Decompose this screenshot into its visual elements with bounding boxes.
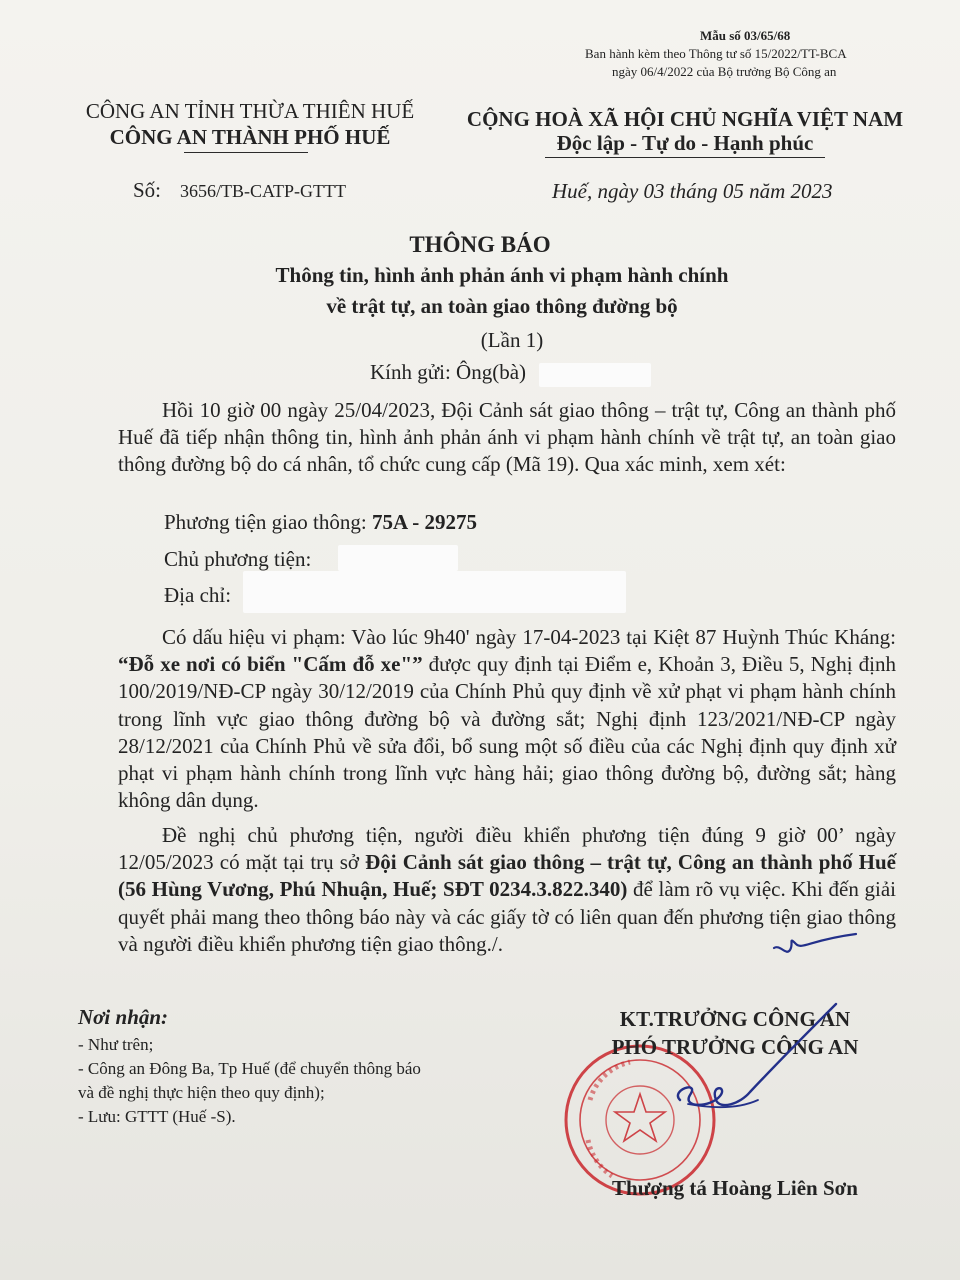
signature-title-2: PHÓ TRƯỞNG CÔNG AN <box>611 1035 859 1059</box>
form-issued-line2: ngày 06/4/2022 của Bộ trưởng Bộ Công an <box>612 64 837 79</box>
doc-number: 3656/TB-CATP-GTTT <box>180 181 346 201</box>
redacted-address <box>243 571 626 613</box>
recipient-4: - Lưu: GTTT (Huế -S). <box>78 1107 236 1126</box>
notice-round: (Lần 1) <box>480 328 544 352</box>
recipient-3: và đề nghị thực hiện theo quy định); <box>78 1083 325 1102</box>
agency-parent: CÔNG AN TỈNH THỪA THIÊN HUẾ <box>85 99 415 123</box>
vehicle-label: Phương tiện giao thông: <box>164 510 367 534</box>
notice-subtitle-1: Thông tin, hình ảnh phản ánh vi phạm hành chính <box>275 263 729 287</box>
notice-title: THÔNG BÁO <box>409 232 551 257</box>
form-code: Mẫu số 03/65/68 <box>700 28 791 43</box>
recipient-2: - Công an Đông Ba, Tp Huế (để chuyển thông báo <box>78 1059 421 1078</box>
nation-title: CỘNG HOÀ XÃ HỘI CHỦ NGHĨA VIỆT NAM <box>466 107 904 131</box>
address-label: Địa chỉ: <box>164 583 232 607</box>
addressee-label: Kính gửi: Ông(bà) <box>370 360 527 384</box>
recipients-title: Nơi nhận: <box>78 1005 169 1029</box>
form-issued-line1: Ban hành kèm theo Thông tư số 15/2022/TT-BCA <box>585 46 847 61</box>
violation-name: “Đỗ xe nơi có biển "Cấm đỗ xe"” <box>118 652 423 677</box>
motto-underline <box>545 157 825 158</box>
recipient-1: - Như trên; <box>78 1035 154 1054</box>
handwritten-signature-icon <box>640 1000 840 1130</box>
paragraph-3-start: Đề nghị chủ phương tiện, người điều khiển phương tiện đúng 9 giờ 00’ ngày 12/05/2023 có mặt tại trụ sở <box>118 823 896 875</box>
agency-name: CÔNG AN THÀNH PHỐ HUẾ <box>109 125 391 149</box>
vehicle-row <box>164 510 477 535</box>
paragraph-2 <box>118 624 896 814</box>
place-date: Huế, ngày 03 tháng 05 năm 2023 <box>552 179 833 203</box>
agency-underline <box>184 152 308 153</box>
paragraph-3-end: để làm rõ vụ việc. Khi đến giải quyết phải mang theo thông báo này và các giấy tờ có liên quan đến phương tiện giao thông và người điều khiển phương tiện giao thông./. <box>118 877 896 956</box>
redacted-addressee <box>539 363 651 387</box>
paragraph-2-start: Có dấu hiệu vi phạm: Vào lúc 9h40' ngày 17-04-2023 tại Kiệt 87 Huỳnh Thúc Kháng: <box>162 625 896 649</box>
pen-mark-icon <box>770 926 860 966</box>
vehicle-plate: 75A - 29275 <box>371 510 477 534</box>
paragraph-2-end: được quy định tại Điểm e, Khoản 3, Điều 5, Nghị định 100/2019/NĐ-CP ngày 30/12/2019 của Chính Phủ quy định về xử phạt vi phạm hành chính trong lĩnh vực giao thông đường bộ và đường sắt; Nghị định 123/2021/NĐ-CP ngày 28/12/2021 của Chính Phủ về sửa đổi, bổ sung một số điều của các Nghị định quy định xử phạt vi phạm hành chính trong lĩnh vực hàng hải; giao thông đường bộ, đường sắt; hàng không dân dụng. <box>118 652 896 813</box>
paragraph-1-text: Hồi 10 giờ 00 ngày 25/04/2023, Đội Cảnh sát giao thông – trật tự, Công an thành phố Huế đã tiếp nhận thông tin, hình ảnh phản ánh vi phạm hành chính về trật tự, an toàn giao thông đường bộ do cá nhân, tổ chức cung cấp (Mã 19). Qua xác minh, xem xét: <box>118 398 896 477</box>
nation-motto: Độc lập - Tự do - Hạnh phúc <box>556 131 814 155</box>
notice-subtitle-2: về trật tự, an toàn giao thông đường bộ <box>326 294 678 318</box>
signer-name: Thượng tá Hoàng Liên Sơn <box>612 1176 858 1200</box>
paragraph-1 <box>118 397 896 479</box>
redacted-owner <box>338 545 458 571</box>
owner-label: Chủ phương tiện: <box>164 547 312 571</box>
signature-title-1: KT.TRƯỞNG CÔNG AN <box>619 1007 851 1031</box>
doc-number-label: Số: <box>133 178 162 202</box>
office-address: Đội Cảnh sát giao thông – trật tự, Công an thành phố Huế (56 Hùng Vương, Phú Nhuận, Huế; SĐT 0234.3.822.340) <box>118 850 896 902</box>
